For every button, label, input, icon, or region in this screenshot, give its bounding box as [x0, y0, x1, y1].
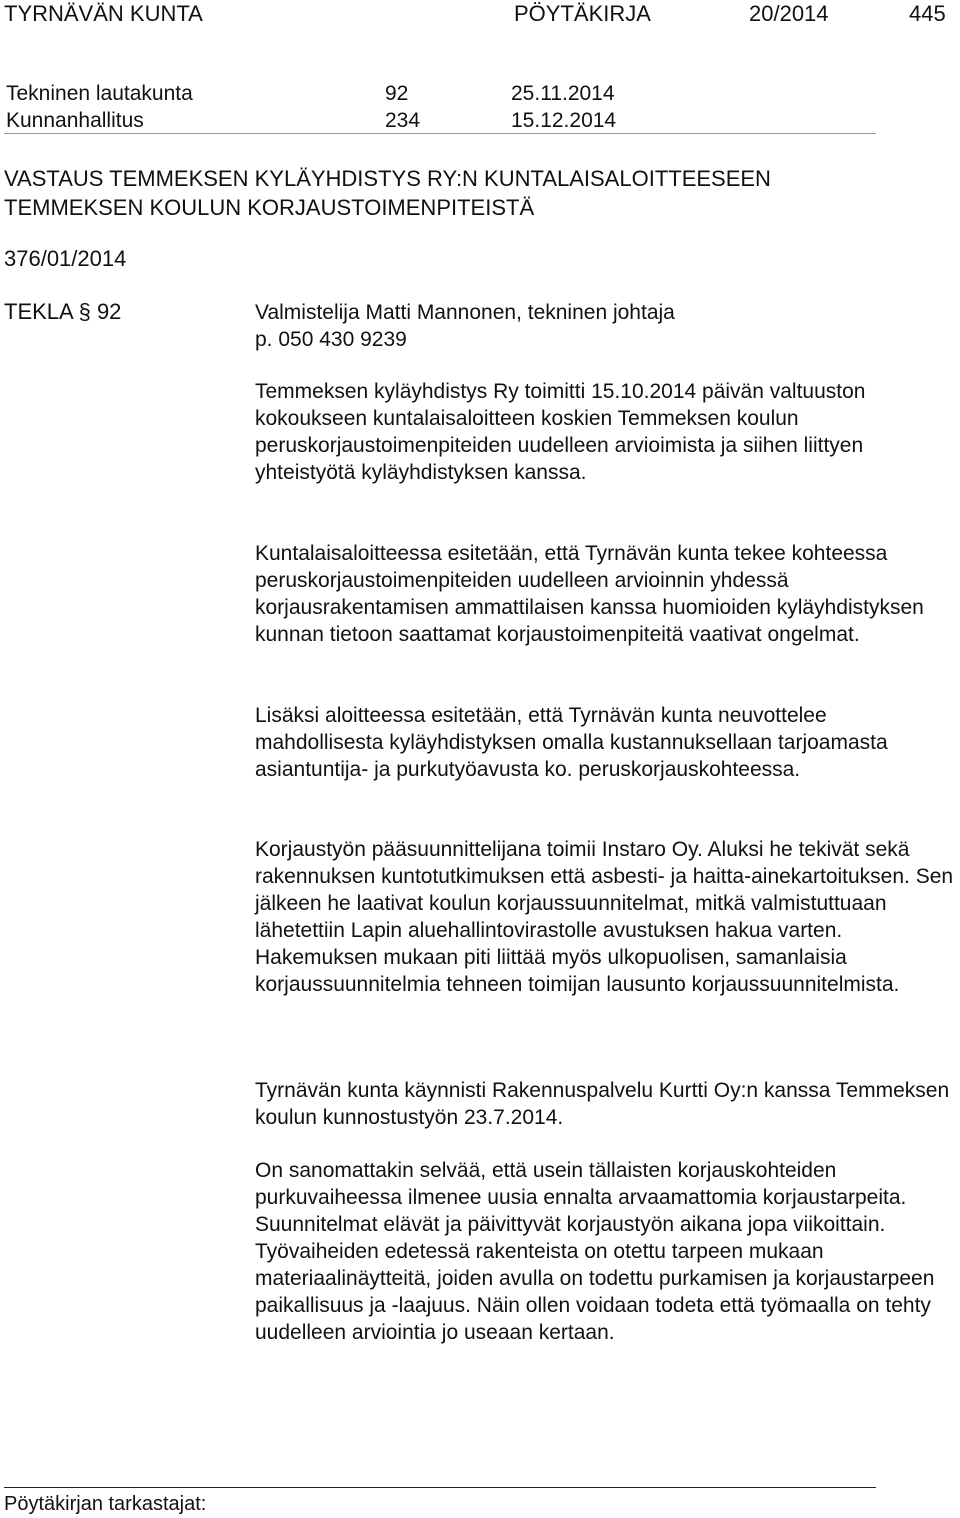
meeting-date-2: 15.12.2014	[511, 109, 617, 132]
footer-divider	[4, 1487, 876, 1488]
footer-reviewers-label: Pöytäkirjan tarkastajat:	[4, 1493, 207, 1515]
body-paragraph-1	[255, 378, 955, 486]
body-paragraph-6	[255, 1157, 955, 1346]
title-line-1: VASTAUS TEMMEKSEN KYLÄYHDISTYS RY:N KUNTALAISALOITTEESEEN	[4, 166, 771, 191]
meeting-body-1: Tekninen lautakunta	[6, 82, 193, 105]
header-page-number: 445	[909, 1, 946, 26]
body-paragraph-4	[255, 836, 955, 998]
meeting-section-1: 92	[385, 82, 409, 105]
paragraph-text: Lisäksi aloitteessa esitetään, että Tyrnävän kunta neuvottelee mahdollisesta kyläyhdistyksen omalla kustannuksellaan tarjoamasta asiantuntija- ja purkutyöavusta ko. peruskorjauskohteessa.	[255, 704, 888, 781]
paragraph-text: Temmeksen kyläyhdistys Ry toimitti 15.10.2014 päivän valtuuston kokoukseen kuntalaisaloitteen koskien Temmeksen koulun peruskorjaustoimenpiteiden uudelleen arvioimista ja siihen liittyen yhteistyötä kyläyhdistyksen kanssa.	[255, 380, 866, 484]
paragraph-text: On sanomattakin selvää, että usein tällaisten korjauskohteiden purkuvaiheessa ilmenee uusia ennalta arvaamattomia korjaustarpeita. Suunnitelmat elävät ja päivittyvät korjaustyön aikana jopa viikoittain. Työvaiheiden edetessä rakenteista on otettu tarpeen mukaan materiaalinäytteitä, joiden avulla on todettu purkamisen ja korjaustarpeen paikallisuus ja -laajuus. Näin ollen voidaan todeta että työmaalla on tehty uudelleen arviointia jo useaan kertaan.	[255, 1159, 935, 1344]
title-line-2: TEMMEKSEN KOULUN KORJAUSTOIMENPITEISTÄ	[4, 195, 535, 220]
meeting-section-2: 234	[385, 109, 421, 132]
meeting-body-2: Kunnanhallitus	[6, 109, 144, 132]
header-org: TYRNÄVÄN KUNTA	[4, 1, 203, 26]
body-paragraph-5	[255, 1077, 955, 1131]
paragraph-text: Tyrnävän kunta käynnisti Rakennuspalvelu Kurtti Oy:n kanssa Temmeksen koulun kunnostustyön 23.7.2014.	[255, 1079, 950, 1129]
paragraph-text: Kuntalaisaloitteessa esitetään, että Tyrnävän kunta tekee kohteessa peruskorjaustoimenpiteiden uudelleen arvioinnin yhdessä korjausrakentamisen ammattilaisen kanssa huomioiden kyläyhdistyksen kunnan tietoon saattamat korjaustoimenpiteitä vaativat ongelmat.	[255, 542, 924, 646]
record-id: 376/01/2014	[4, 246, 127, 271]
meeting-date-1: 25.11.2014	[511, 82, 615, 105]
body-paragraph-2	[255, 540, 955, 648]
header-divider	[4, 133, 876, 134]
section-label: TEKLA § 92	[4, 299, 122, 324]
header-doc-type: PÖYTÄKIRJA	[514, 1, 651, 26]
document-title	[4, 164, 904, 222]
preparer-phone: p. 050 430 9239	[255, 328, 407, 351]
paragraph-text: Korjaustyön pääsuunnittelijana toimii Instaro Oy. Aluksi he tekivät sekä rakennuksen kuntotutkimuksen että asbesti- ja haitta-ainekartoituksen. Sen jälkeen he laativat koulun korjaussuunnitelmat, mitkä valmistuttuaan lähetettiin Lapin aluehallintovirastolle avustuksen hakua varten. Hakemuksen mukaan piti liittää myös ulkopuolisen, samanlaisia korjaussuunnitelmia tehneen toimijan lausunto korjaussuunnitelmista.	[255, 838, 954, 996]
header-doc-number: 20/2014	[749, 1, 829, 26]
preparer-name: Valmistelija Matti Mannonen, tekninen johtaja	[255, 301, 675, 324]
body-paragraph-3	[255, 702, 955, 783]
